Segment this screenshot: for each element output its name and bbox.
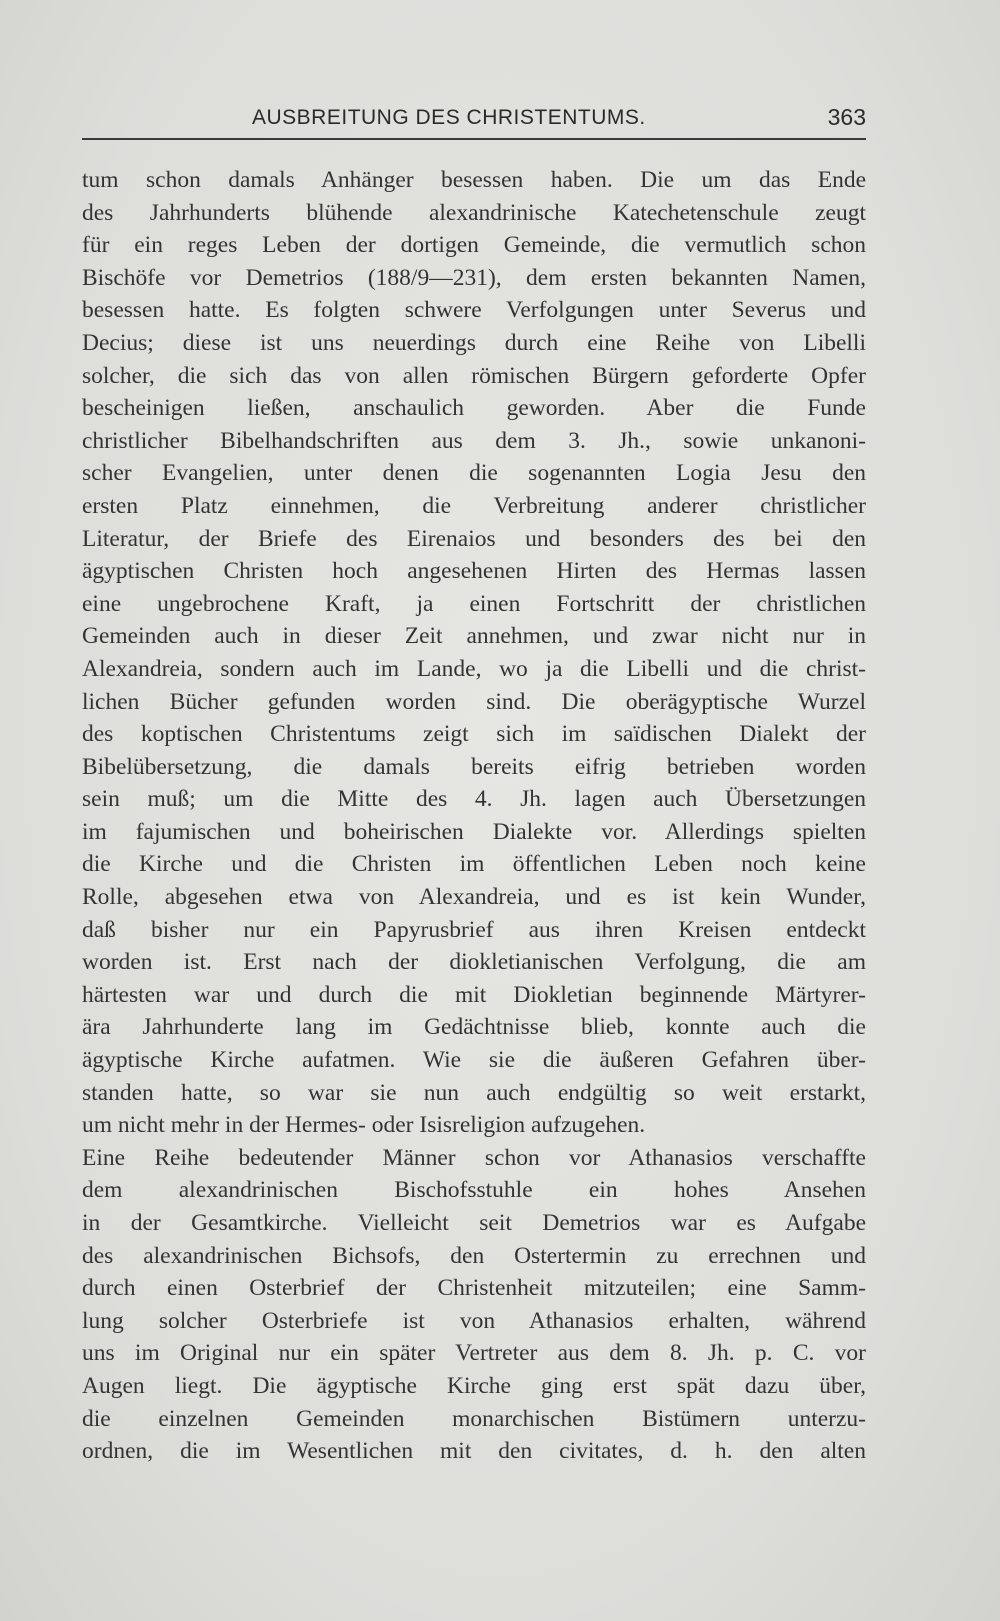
text-line: lung solcher Osterbriefe ist von Athanasios erhalten, während <box>82 1307 866 1334</box>
text-line: des alexandrinischen Bichsofs, den Ostertermin zu errechnen und <box>82 1242 866 1269</box>
page-number: 363 <box>827 104 866 130</box>
text-line: sein muß; um die Mitte des 4. Jh. lagen auch Übersetzungen <box>82 786 866 813</box>
text-line: Eine Reihe bedeutender Männer schon vor Athanasios verschaffte <box>82 1144 866 1171</box>
text-line: worden ist. Erst nach der diokletianischen Verfolgung, die am <box>82 949 866 976</box>
text-line: durch einen Osterbrief der Christenheit mitzuteilen; eine Samm- <box>82 1275 866 1302</box>
text-line: um nicht mehr in der Hermes- oder Isisreligion aufzugehen. <box>82 1112 646 1139</box>
text-line: bescheinigen ließen, anschaulich geworden. Aber die Funde <box>82 395 866 422</box>
text-line: ära Jahrhunderte lang im Gedächtnisse blieb, konnte auch die <box>82 1014 866 1041</box>
text-line: härtesten war und durch die mit Diokletian beginnende Märtyrer- <box>82 981 866 1008</box>
body-text <box>82 164 866 1468</box>
text-line: daß bisher nur ein Papyrusbrief aus ihren Kreisen entdeckt <box>82 916 866 943</box>
text-line: im fajumischen und boheirischen Dialekte vor. Allerdings spielten <box>82 818 866 845</box>
text-line: ägyptische Kirche aufatmen. Wie sie die äußeren Gefahren über- <box>82 1047 866 1074</box>
text-line: Gemeinden auch in dieser Zeit annehmen, und zwar nicht nur in <box>82 623 866 650</box>
text-line: scher Evangelien, unter denen die sogenannten Logia Jesu den <box>82 460 866 487</box>
text-line: uns im Original nur ein später Vertreter aus dem 8. Jh. p. C. vor <box>82 1340 866 1367</box>
text-line: christlicher Bibelhandschriften aus dem 3. Jh., sowie unkanoni- <box>82 427 866 454</box>
text-line: ägyptischen Christen hoch angesehenen Hirten des Hermas lassen <box>82 558 866 585</box>
text-line: Augen liegt. Die ägyptische Kirche ging erst spät dazu über, <box>82 1372 866 1399</box>
text-line: dem alexandrinischen Bischofsstuhle ein hohes Ansehen <box>82 1177 866 1204</box>
text-line: Rolle, abgesehen etwa von Alexandreia, und es ist kein Wunder, <box>82 884 866 911</box>
text-line: besessen hatte. Es folgten schwere Verfolgungen unter Severus und <box>82 297 866 324</box>
text-line: für ein reges Leben der dortigen Gemeinde, die vermutlich schon <box>82 232 866 259</box>
text-line: die einzelnen Gemeinden monarchischen Bistümern unterzu- <box>82 1405 866 1432</box>
text-line: standen hatte, so war sie nun auch endgültig so weit erstarkt, <box>82 1079 866 1106</box>
text-line: die Kirche und die Christen im öffentlichen Leben noch keine <box>82 851 866 878</box>
text-line: ordnen, die im Wesentlichen mit den civitates, d. h. den alten <box>82 1438 866 1465</box>
running-title: AUSBREITUNG DES CHRISTENTUMS. <box>252 106 646 129</box>
text-line: solcher, die sich das von allen römischen Bürgern geforderte Opfer <box>82 362 866 389</box>
text-line: Bischöfe vor Demetrios (188/9—231), dem ersten bekannten Namen, <box>82 264 866 291</box>
text-line: eine ungebrochene Kraft, ja einen Fortschritt der christlichen <box>82 590 866 617</box>
text-line: Alexandreia, sondern auch im Lande, wo ja die Libelli und die christ- <box>82 655 866 682</box>
text-line: lichen Bücher gefunden worden sind. Die oberägyptische Wurzel <box>82 688 866 715</box>
text-line: tum schon damals Anhänger besessen haben. Die um das Ende <box>82 167 866 193</box>
text-line: des koptischen Christentums zeigt sich im saïdischen Dialekt der <box>82 721 866 748</box>
text-line: in der Gesamtkirche. Vielleicht seit Demetrios war es Aufgabe <box>82 1210 866 1236</box>
text-line: Decius; diese ist uns neuerdings durch eine Reihe von Libelli <box>82 329 866 356</box>
text-line: ersten Platz einnehmen, die Verbreitung anderer christlicher <box>82 492 866 519</box>
text-line: des Jahrhunderts blühende alexandrinische Katechetenschule zeugt <box>82 199 866 226</box>
text-line: Literatur, der Briefe des Eirenaios und besonders des bei den <box>82 525 866 552</box>
text-line: Bibelübersetzung, die damals bereits eifrig betrieben worden <box>82 753 866 780</box>
running-header <box>82 104 866 140</box>
